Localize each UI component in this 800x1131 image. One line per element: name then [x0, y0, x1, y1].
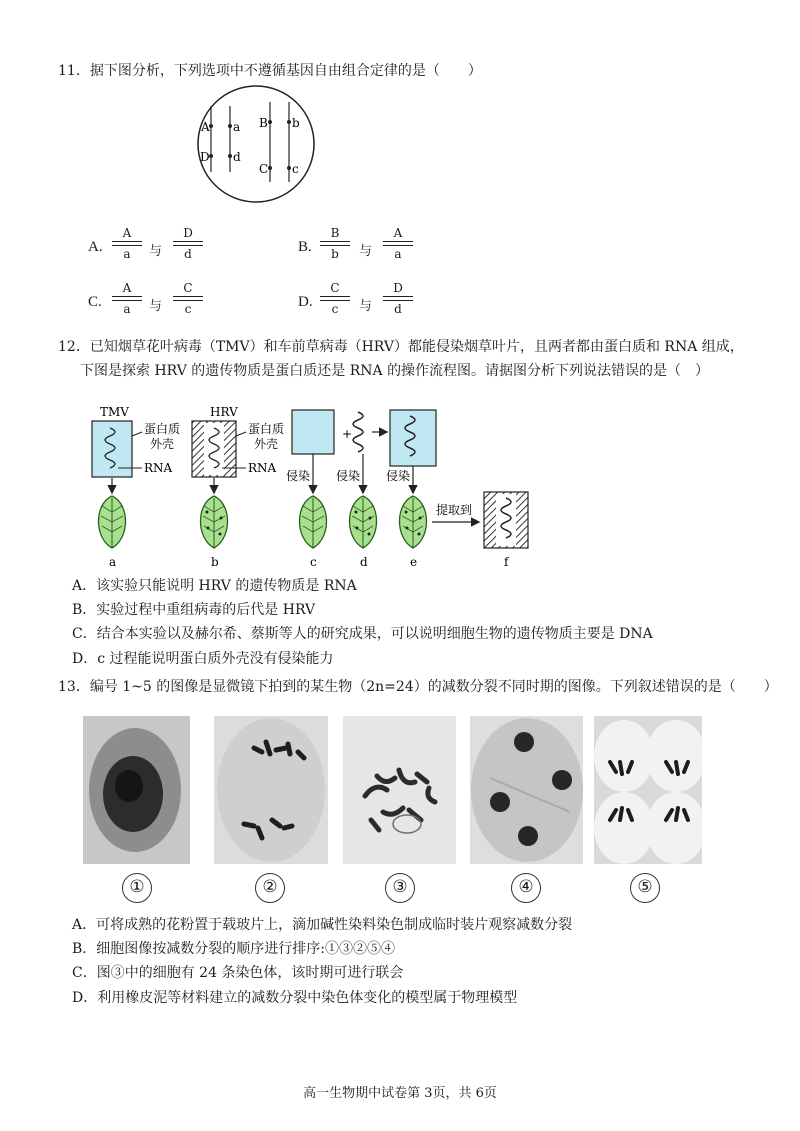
image-number-4: ④ — [511, 873, 541, 903]
image-number-5: ⑤ — [630, 873, 660, 903]
protein-shell-box — [292, 410, 334, 454]
plus-sign: + — [342, 427, 353, 441]
tmv-protein-label-2: 外壳 — [150, 437, 175, 451]
q13-option-d[interactable]: D．利用橡皮泥等材料建立的减数分裂中染色体变化的模型属于物理模型 — [72, 990, 518, 1006]
hrv-label: HRV — [210, 405, 238, 419]
q11-option-a-left: A a — [112, 227, 142, 261]
hrv-protein-label-1: 蛋白质 — [248, 422, 285, 436]
q11-chromosome-figure — [190, 84, 322, 204]
leaf-a — [99, 496, 126, 548]
q11-option-a-right: D d — [173, 227, 203, 261]
q11-connector: 与 — [359, 244, 373, 259]
hrv-protein-label-2: 外壳 — [254, 437, 279, 451]
leaf-b — [201, 496, 228, 548]
q11-connector: 与 — [359, 299, 373, 314]
q11-option-c-left: A a — [112, 282, 142, 316]
q11-option-d-label: D. — [298, 294, 313, 310]
leaf-d — [350, 496, 377, 548]
leaf-e — [400, 496, 427, 548]
q12-option-d[interactable]: D．c 过程能说明蛋白质外壳没有侵染能力 — [72, 651, 334, 667]
q11-option-b-right: A a — [383, 227, 413, 261]
gene-a-label: a — [233, 120, 241, 134]
q11-option-d-right: D d — [383, 282, 413, 316]
q13-option-a[interactable]: A．可将成熟的花粉置于载玻片上，滴加碱性染料染色制成临时装片观察减数分裂 — [72, 917, 573, 933]
micrograph-2 — [214, 716, 328, 864]
extract-label: 提取到 — [436, 503, 473, 517]
q11-option-c-label: C. — [88, 294, 102, 310]
image-number-2: ② — [255, 873, 285, 903]
micrograph-4 — [470, 716, 583, 864]
gene-A-label: A — [201, 120, 210, 134]
gene-C-label: C — [259, 162, 269, 176]
tmv-rna-label: RNA — [144, 461, 173, 475]
hrv-rna-label: RNA — [248, 461, 277, 475]
infect-label-d: 侵染 — [336, 469, 361, 483]
tmv-protein-label-1: 蛋白质 — [144, 422, 181, 436]
leaf-label-d: d — [360, 555, 368, 569]
tmv-label: TMV — [100, 405, 129, 419]
gene-b-label: b — [292, 116, 300, 130]
q12-option-c[interactable]: C．结合本实验以及赫尔希、蔡斯等人的研究成果，可以说明细胞生物的遗传物质主要是 DNA — [72, 626, 653, 642]
q11-option-d-left: C c — [320, 282, 350, 316]
q11-option-b-label: B. — [298, 239, 312, 255]
gene-B-label: B — [259, 116, 268, 130]
micrograph-3 — [343, 716, 456, 864]
gene-D-label: D — [200, 150, 210, 164]
micrograph-1 — [83, 716, 190, 864]
q11-connector: 与 — [149, 299, 163, 314]
leaf-label-a: a — [109, 555, 117, 569]
leaf-label-f: f — [504, 555, 509, 569]
rna-strand — [353, 412, 363, 452]
q11-connector: 与 — [149, 244, 163, 259]
q12-option-a[interactable]: A．该实验只能说明 HRV 的遗传物质是 RNA — [72, 578, 357, 594]
q11-option-a-label: A. — [88, 239, 103, 255]
q12-flow-diagram — [80, 400, 560, 570]
leaf-label-e: e — [410, 555, 418, 569]
image-number-1: ① — [122, 873, 152, 903]
q11-option-b-left: B b — [320, 227, 350, 261]
leaf-label-c: c — [310, 555, 317, 569]
gene-c-label: c — [292, 162, 299, 176]
q12-stem-line2: 下图是探索 HRV 的遗传物质是蛋白质还是 RNA 的操作流程图。请据图分析下列说法错误的是（ ） — [80, 363, 710, 379]
q12-option-b[interactable]: B．实验过程中重组病毒的后代是 HRV — [72, 602, 316, 618]
q13-option-b[interactable]: B．细胞图像按减数分裂的顺序进行排序:①③②⑤④ — [72, 941, 396, 957]
image-number-3: ③ — [385, 873, 415, 903]
q13-stem: 13．编号 1~5 的图像是显微镜下拍到的某生物（2n=24）的减数分裂不同时期的图像。下列叙述错误的是（ ） — [58, 679, 778, 695]
q12-stem-line1: 12．已知烟草花叶病毒（TMV）和车前草病毒（HRV）都能侵染烟草叶片，且两者都由蛋白质和 RNA 组成， — [58, 339, 744, 355]
leaf-label-b: b — [211, 555, 219, 569]
q13-option-c[interactable]: C．图③中的细胞有 24 条染色体，该时期可进行联会 — [72, 965, 404, 981]
q11-option-c-right: C c — [173, 282, 203, 316]
infect-label-c: 侵染 — [286, 469, 311, 483]
micrograph-5 — [594, 716, 702, 864]
infect-label-e: 侵染 — [386, 469, 411, 483]
page-footer: 高一生物期中试卷第 3页，共 6页 — [303, 1086, 497, 1101]
leaf-c — [300, 496, 327, 548]
gene-d-label: d — [233, 150, 241, 164]
q11-stem: 11．据下图分析，下列选项中不遵循基因自由组合定律的是（ ） — [58, 63, 482, 79]
